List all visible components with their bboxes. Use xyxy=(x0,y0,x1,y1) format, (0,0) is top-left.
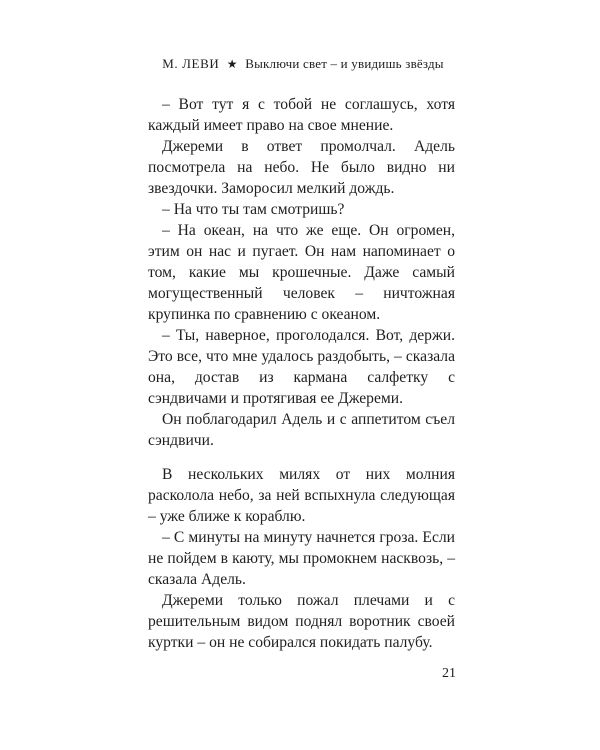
header-title: Выключи свет – и увидишь звёзды xyxy=(245,56,444,71)
paragraph: Джереми только пожал плечами и с решительным видом поднял воротник своей куртки – он не собирался покидать палубу. xyxy=(148,592,455,651)
page-number: 21 xyxy=(442,666,456,681)
paragraph: – Ты, наверное, проголодался. Вот, держи. Это все, что мне удалось раздобыть, – сказала она, достав из кармана салфетку с сэндвичами и протягивая ее Джереми. xyxy=(148,327,455,407)
paragraph: Джереми в ответ промолчал. Адель посмотрела на небо. Не было видно ни звездочки. Заморосил мелкий дождь. xyxy=(148,138,455,197)
paragraph: – С минуты на минуту начнется гроза. Если не пойдем в каюту, мы промокнем насквозь, – сказала Адель. xyxy=(148,529,455,588)
paragraph: – Вот тут я с тобой не соглашусь, хотя каждый имеет право на свое мнение. xyxy=(148,96,455,134)
running-head xyxy=(148,56,458,72)
body-text xyxy=(148,94,455,653)
paragraph: В нескольких милях от них молния расколола небо, за ней вспыхнула следующая – уже ближе к кораблю. xyxy=(148,466,455,525)
paragraph: – На океан, на что же еще. Он огромен, этим он нас и пугает. Он нам напоминает о том, какие мы крошечные. Даже самый могущественный человек – ничтожная крупинка по сравнению с океаном. xyxy=(148,222,455,323)
paragraph: Он поблагодарил Адель и с аппетитом съел сэндвичи. xyxy=(148,411,455,449)
star-separator-icon: ★ xyxy=(226,57,238,71)
header-author: М. ЛЕВИ xyxy=(162,56,220,71)
paragraph: – На что ты там смотришь? xyxy=(162,201,345,218)
